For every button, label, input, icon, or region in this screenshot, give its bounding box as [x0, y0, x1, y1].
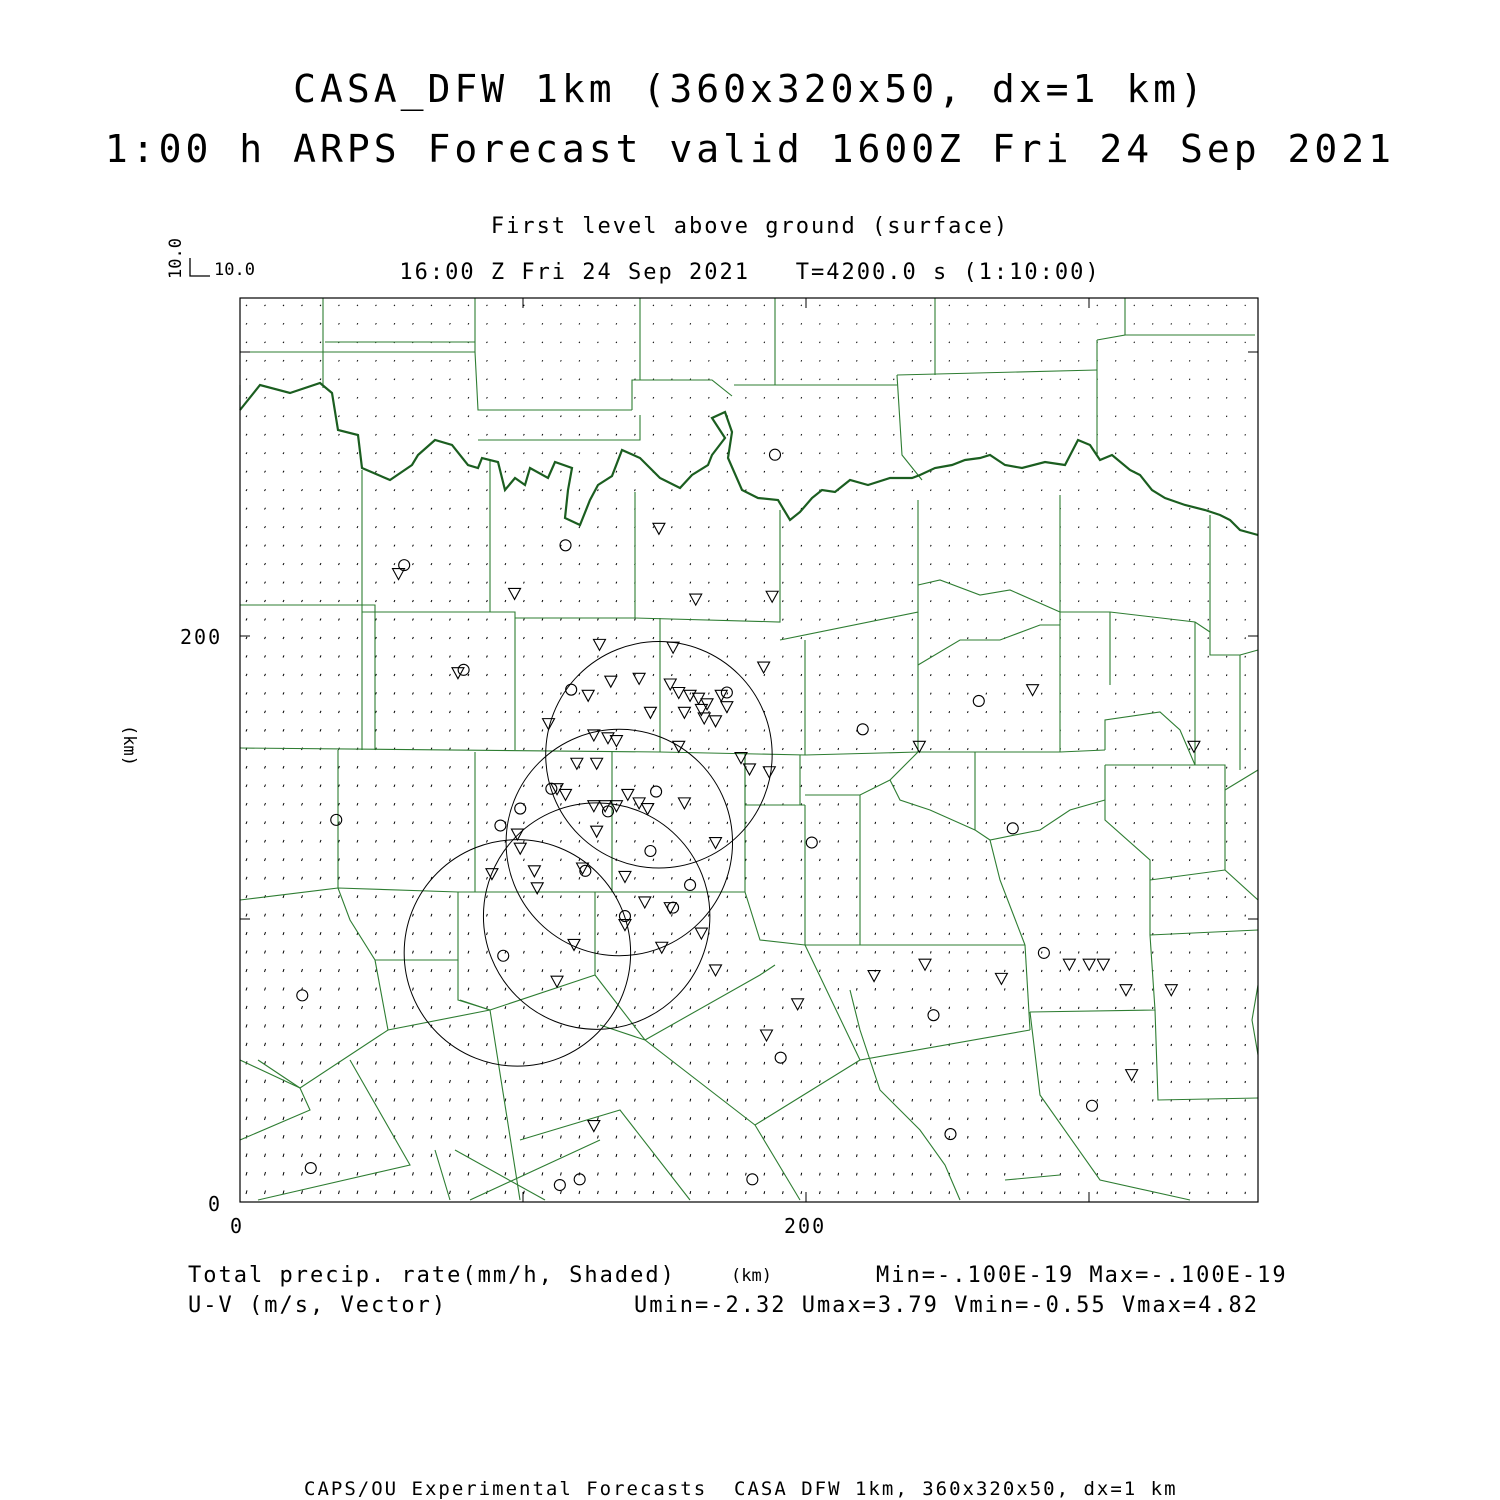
- credit-line: CAPS/OU Experimental Forecasts CASA DFW 1km, 360x320x50, dx=1 km: [304, 1478, 1178, 1500]
- station-circle: [928, 1010, 939, 1021]
- station-triangle: [1027, 685, 1039, 696]
- station-triangle: [593, 639, 605, 650]
- station-triangle: [619, 871, 631, 882]
- station-triangle: [673, 741, 685, 752]
- station-triangle: [667, 642, 679, 653]
- station-circle: [574, 1174, 585, 1185]
- field-precip-label: Total precip. rate(mm/h, Shaded): [188, 1263, 676, 1288]
- x-tick-0: 0: [230, 1214, 245, 1238]
- station-circle: [857, 724, 868, 735]
- station-triangle: [1120, 985, 1132, 996]
- station-triangle: [639, 897, 651, 908]
- station-triangle: [560, 789, 572, 800]
- station-circle: [806, 837, 817, 848]
- station-triangle: [868, 971, 880, 982]
- station-triangle: [588, 801, 600, 812]
- station-triangle: [919, 959, 931, 970]
- title-line-2: 1:00 h ARPS Forecast valid 1600Z Fri 24 Sep 2021: [104, 127, 1396, 171]
- y-tick-200: 200: [180, 625, 223, 649]
- station-triangle: [760, 1030, 772, 1041]
- station-circle: [945, 1129, 956, 1140]
- station-triangle: [710, 838, 722, 849]
- station-circle: [685, 879, 696, 890]
- station-circle: [721, 687, 732, 698]
- station-triangle: [721, 702, 733, 713]
- station-triangle: [664, 679, 676, 690]
- station-triangle: [551, 976, 563, 987]
- station-triangle: [695, 928, 707, 939]
- station-circle: [560, 540, 571, 551]
- vector-key-v: 10.0: [165, 238, 186, 279]
- station-circle: [305, 1163, 316, 1174]
- station-triangle: [591, 758, 603, 769]
- station-triangle: [1126, 1070, 1138, 1081]
- station-triangle: [582, 690, 594, 701]
- county-boundaries: [240, 298, 1258, 1200]
- station-circle: [973, 695, 984, 706]
- station-triangle: [710, 716, 722, 727]
- station-triangle: [763, 767, 775, 778]
- uv-stats: Umin=-2.32 Umax=3.79 Vmin=-0.55 Vmax=4.82: [634, 1293, 1260, 1318]
- station-triangle: [698, 713, 710, 724]
- station-triangle: [913, 741, 925, 752]
- station-triangle: [514, 843, 526, 854]
- station-circle: [769, 449, 780, 460]
- station-circle: [651, 786, 662, 797]
- observation-stations: [297, 449, 1200, 1190]
- station-triangle: [678, 798, 690, 809]
- station-triangle: [588, 1121, 600, 1132]
- station-circle: [515, 803, 526, 814]
- station-circle: [554, 1180, 565, 1191]
- station-triangle: [792, 999, 804, 1010]
- station-triangle: [758, 662, 770, 673]
- x-tick-200: 200: [784, 1214, 827, 1238]
- station-triangle: [678, 707, 690, 718]
- station-circle: [1007, 823, 1018, 834]
- station-circle: [747, 1174, 758, 1185]
- y-tick-0: 0: [208, 1192, 223, 1216]
- station-triangle: [766, 591, 778, 602]
- vector-key: [190, 258, 210, 276]
- title-line-1: CASA_DFW 1km (360x320x50, dx=1 km): [293, 67, 1207, 111]
- station-triangle: [995, 973, 1007, 984]
- precip-minmax: Min=-.100E-19 Max=-.100E-19: [876, 1263, 1288, 1288]
- station-triangle: [653, 523, 665, 534]
- x-axis-label: (km): [731, 1266, 772, 1286]
- station-triangle: [605, 676, 617, 687]
- station-circle: [1038, 947, 1049, 958]
- station-triangle: [591, 826, 603, 837]
- y-axis-label: (km): [118, 725, 139, 766]
- station-triangle: [610, 736, 622, 747]
- radar-ring-3: [506, 729, 732, 955]
- station-circle: [645, 846, 656, 857]
- station-triangle: [577, 863, 589, 874]
- station-triangle: [528, 866, 540, 877]
- station-circle: [495, 820, 506, 831]
- station-circle: [458, 664, 469, 675]
- field-vector-label: U-V (m/s, Vector): [188, 1293, 448, 1318]
- station-triangle: [644, 707, 656, 718]
- station-circle: [775, 1052, 786, 1063]
- station-circle: [1087, 1100, 1098, 1111]
- station-circle: [580, 865, 591, 876]
- subtitle-time: 16:00 Z Fri 24 Sep 2021 T=4200.0 s (1:10:00): [399, 260, 1101, 285]
- station-triangle: [673, 687, 685, 698]
- radar-range-rings: [404, 642, 772, 1067]
- station-triangle: [1097, 959, 1109, 970]
- station-triangle: [571, 758, 583, 769]
- station-circle: [566, 684, 577, 695]
- station-circle: [297, 990, 308, 1001]
- station-triangle: [710, 965, 722, 976]
- station-triangle: [1083, 959, 1095, 970]
- station-triangle: [509, 588, 521, 599]
- vector-key-u: 10.0: [214, 260, 255, 280]
- station-circle: [331, 814, 342, 825]
- station-triangle: [690, 594, 702, 605]
- station-triangle: [622, 789, 634, 800]
- radar-ring-1: [404, 840, 630, 1066]
- oklahoma-texas-border: [240, 383, 1258, 535]
- station-triangle: [1063, 959, 1075, 970]
- station-triangle: [1188, 741, 1200, 752]
- station-circle: [498, 950, 509, 961]
- subtitle-level: First level above ground (surface): [490, 214, 1010, 239]
- station-triangle: [568, 939, 580, 950]
